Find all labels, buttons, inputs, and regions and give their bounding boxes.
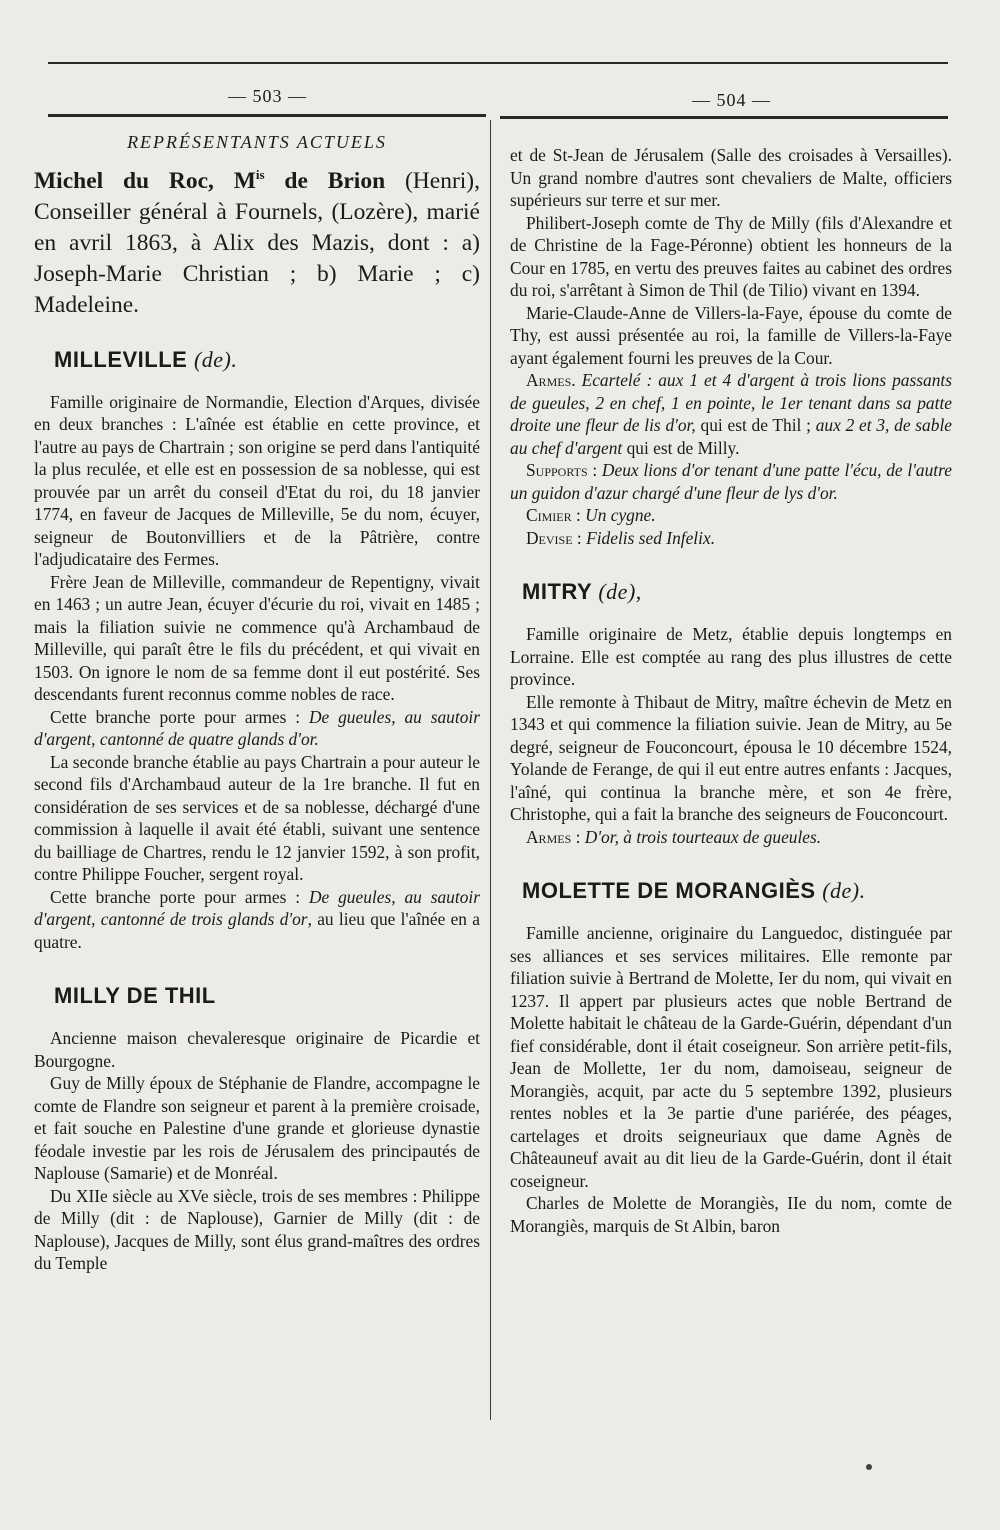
milly-paragraph-5: Marie-Claude-Anne de Villers-la-Faye, épouse du comte de Thy, est aussi présentée au roi, la famille de Villers-la-Faye ayant également fourni les preuves de la Cour. bbox=[510, 302, 952, 368]
milleville-paragraph-5 bbox=[34, 886, 480, 954]
milleville-paragraph-2: Frère Jean de Milleville, commandeur de Repentigny, vivait en 1463 ; un autre Jean, écuyer d'écurie du roi, vivait en 1485 ; mais la filiation suivie ne commence qu'à Archambaud de Milleville, qui paraît être le fils du précédent, et qui vivait en 1503. On ignore le nom de sa femme dont il eut postérité. Ses descendants furent reconnus comme nobles de race. bbox=[34, 571, 480, 705]
rep-details: (Henri), Conseiller général à Fournels, (Lozère), marié en avril 1863, à Alix des Mazis, dont : a) Joseph-Marie Christian ; b) Marie ; c) Madeleine. bbox=[34, 167, 480, 318]
header-rule-right bbox=[500, 116, 948, 119]
milly-paragraph-4: Philibert-Joseph comte de Thy de Milly (fils d'Alexandre et de Christine de la Fage-Péronne) obtient les honneurs de la Cour en 1785, en vertu des preuves faites au cabinet des ordres du roi, s'arrêtant à Simon de Thil (de Tilio) vivant en 1394. bbox=[510, 212, 952, 300]
armes-part-2: qui est de Thil ; bbox=[695, 415, 816, 435]
milleville-heading bbox=[54, 347, 480, 373]
milleville-paragraph-3 bbox=[34, 706, 480, 751]
molette-particle: (de). bbox=[822, 878, 866, 903]
molette-paragraph-2: Charles de Molette de Morangiès, IIe du nom, comte de Morangiès, marquis de St Albin, baron bbox=[510, 1193, 952, 1236]
milleville-particle: (de). bbox=[193, 346, 238, 372]
cimier-text: Un cygne. bbox=[580, 505, 656, 525]
mitry-paragraph-1: Famille originaire de Metz, établie depuis longtemps en Lorraine. Elle est comptée au rang des plus illustres de cette province. bbox=[510, 624, 952, 689]
milleville-arms-2: De gueules, au sautoir d'argent, cantonné de trois glands d'or bbox=[34, 886, 480, 930]
representants-heading: REPRÉSENTANTS ACTUELS bbox=[127, 132, 387, 152]
milly-continued-paragraph: et de St-Jean de Jérusalem (Salle des croisades à Versailles). Un grand nombre d'autres sont chevaliers de Malte, officiers supérieurs sur terre et sur mer. bbox=[510, 145, 952, 210]
rep-name: Michel du Roc, M bbox=[34, 167, 256, 194]
milly-armes bbox=[510, 369, 952, 459]
cimier-label: Cimier : bbox=[526, 505, 581, 525]
milly-paragraph-3: Du XIIe siècle au XVe siècle, trois de ses membres : Philippe de Milly (dit : de Naplouse), Garnier de Milly (dit : de Naplouse), Jacques de Milly, sont élus grand-maîtres des ordres du Temple bbox=[34, 1185, 480, 1274]
milleville-title: MILLEVILLE bbox=[54, 346, 188, 372]
mitry-title: MITRY bbox=[522, 579, 592, 604]
supports-label: Supports : bbox=[526, 460, 598, 480]
supports-text: Deux lions d'or tenant d'une patte l'écu, de l'autre un guidon d'azur chargé d'une fleur de lys d'or. bbox=[510, 460, 952, 503]
mitry-armes-label: Armes : bbox=[526, 826, 581, 847]
molette-heading bbox=[522, 878, 952, 904]
armes-part-3: aux 2 et 3, de sable au chef d'argent bbox=[510, 415, 952, 458]
devise-text: Fidelis sed Infelix. bbox=[581, 527, 716, 548]
milleville-paragraph-4: La seconde branche établie au pays Chartrain a pour auteur le second fils d'Archambaud auteur de la 1re branche. Il fut en considération de ses services et de sa noblesse, déchargé d'une commission à laquelle il avait été établi, suivant une sentence du bailliage de Chartres, rendu le 12 janvier 1592, à son profit, contre Philippe Foucher, sergent royal. bbox=[34, 751, 480, 885]
armes-part-1: Ecartelé : aux 1 et 4 d'argent à trois lions passants de gueules, 2 en chef, 1 en pointe, le 1er tenant dans sa patte droite une fleur de lis d'or, bbox=[510, 370, 952, 435]
armes-label: Armes. bbox=[526, 370, 576, 390]
milleville-arms-2-end: , au lieu que l'aînée en a quatre. bbox=[34, 909, 480, 952]
milleville-arms-1: De gueules, au sautoir d'argent, cantonné de quatre glands d'or. bbox=[34, 706, 480, 750]
milly-heading: MILLY DE THIL bbox=[54, 983, 216, 1009]
page-number-right: — 504 — bbox=[692, 90, 771, 110]
milly-devise bbox=[510, 527, 952, 550]
ink-dot bbox=[866, 1464, 872, 1470]
molette-title: MOLETTE DE MORANGIÈS bbox=[522, 878, 816, 903]
milly-paragraph-1: Ancienne maison chevaleresque originaire de Picardie et Bourgogne. bbox=[34, 1028, 480, 1071]
milleville-paragraph-1: Famille originaire de Normandie, Election d'Arques, divisée en deux branches : L'aînée est établie en cette province, et l'autre au pays de Chartrain ; son origine se perd dans l'antiquité la plus reculée, et elle est en possession de sa noblesse, qui est prouvée par un arrêt du conseil d'Etat du roi, du 18 janvier 1774, en faveur de Jacques de Milleville, 5e du nom, écuyer, seigneur de Boutonvilliers et de la Pâtrière, contre l'adjudicataire des Fermes. bbox=[34, 391, 480, 570]
left-column bbox=[34, 128, 480, 1428]
milleville-arms-intro-2: Cette branche porte pour armes : bbox=[50, 886, 309, 907]
mitry-paragraph-2: Elle remonte à Thibaut de Mitry, maître échevin de Metz en 1343 et qui commence la filiation suivie. Jean de Mitry, au 5e degré, seigneur de Fouconcourt, épousa le 10 décembre 1524, Yolande de Ferange, de qui il eut entre autres enfants : Jacques, l'aîné, qui continua la branche mère, et son 4e frère, Christophe, qui a fait la branche des seigneurs de Fouconcourt. bbox=[510, 691, 952, 824]
mitry-particle: (de), bbox=[598, 579, 642, 604]
mitry-heading bbox=[522, 579, 952, 605]
top-rule bbox=[48, 62, 948, 64]
molette-paragraph-1: Famille ancienne, originaire du Languedoc, distinguée par ses alliances et ses services militaires. Elle remonte par filiation suivie à Bertrand de Molette, Ier du nom, qui vivait en 1237. Il appert par plusieurs actes que noble Bertrand de Molette habitait le château de la Garde-Guérin, dépendant d'un fief considérable, dont il était coseigneur. Son arrière petit-fils, Jean de Mollette, 1er du nom, damoiseau, seigneur de Morangiès, acquit, par acte du 5 septembre 1392, plusieurs rentes nobles et la 3e partie d'une pariérée, des péages, cartelages et droits seigneuriaux que dame Agnès de Châteauneuf avait au dit lieu de la Garde-Guérin, dont il était coseigneur. bbox=[510, 923, 952, 1191]
representants-entry bbox=[34, 159, 480, 321]
armes-part-4: qui est de Milly. bbox=[622, 437, 740, 458]
devise-label: Devise : bbox=[526, 527, 582, 548]
milleville-arms-intro-1: Cette branche porte pour armes : bbox=[50, 706, 309, 727]
mitry-armes-text: D'or, à trois tourteaux de gueules. bbox=[580, 826, 822, 847]
rep-title: de Brion bbox=[284, 167, 386, 194]
rep-name-sup: is bbox=[255, 167, 265, 182]
page-number-left: — 503 — bbox=[228, 86, 307, 106]
right-column bbox=[510, 144, 952, 1444]
mitry-armes bbox=[510, 826, 952, 849]
milly-supports bbox=[510, 459, 952, 504]
column-divider bbox=[490, 120, 491, 1420]
header-rule-left bbox=[48, 114, 486, 117]
milly-cimier bbox=[510, 504, 952, 527]
milly-paragraph-2: Guy de Milly époux de Stéphanie de Flandre, accompagne le comte de Flandre son seigneur et parent à la première croisade, et fait souche en Palestine d'une grande et glorieuse dynastie féodale investie par les rois de Jérusalem des principautés de Naplouse (Samarie) et de Monréal. bbox=[34, 1073, 480, 1184]
